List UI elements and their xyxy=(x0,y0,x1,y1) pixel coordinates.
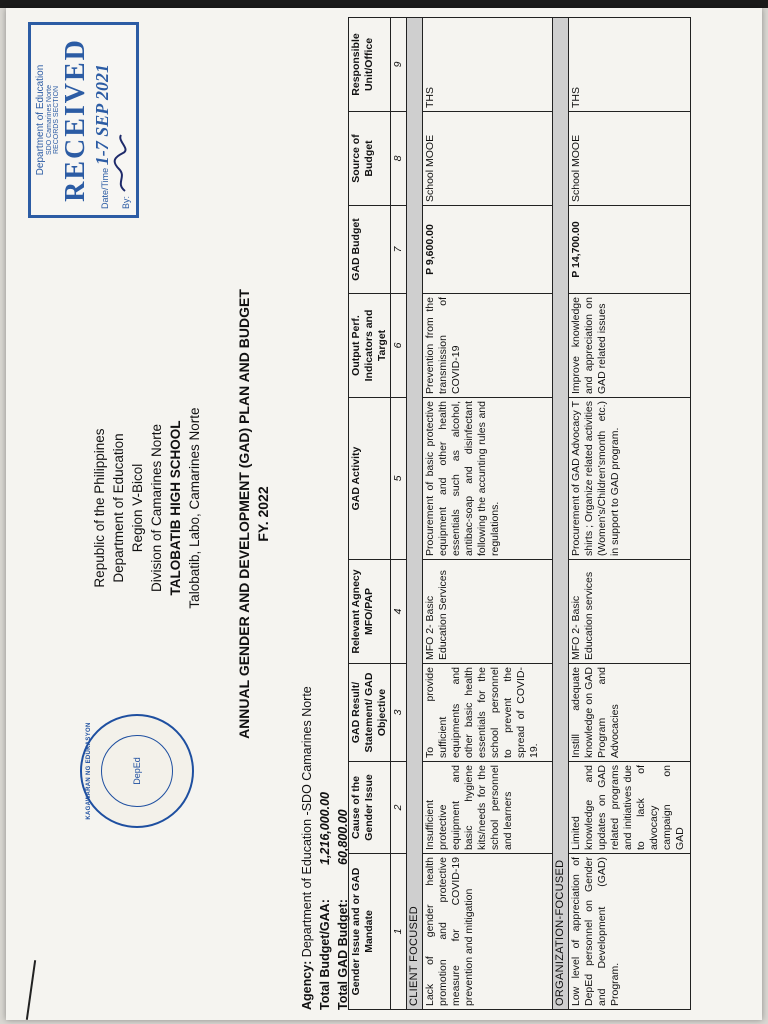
section-title: CLIENT FOCUSED xyxy=(407,18,423,1010)
cell-gender-issue: Lack of gender health promotion and protective measure for COVID-19 prevention and mitigation xyxy=(423,854,553,1010)
cell-responsible: THS xyxy=(423,18,553,112)
cell-responsible: THS xyxy=(569,18,691,112)
col-header: Output Perf. Indicators and Target xyxy=(349,294,391,398)
cell-budget: P 9,600.00 xyxy=(423,206,553,294)
agency-row xyxy=(298,686,316,1010)
stamp-line-1: Department of Education xyxy=(35,64,46,176)
col-number: 4 xyxy=(391,560,407,664)
col-number: 5 xyxy=(391,398,407,560)
col-number: 9 xyxy=(391,18,407,112)
signature-icon xyxy=(113,133,129,193)
section-row xyxy=(407,18,423,1010)
seal-center-text: DepEd xyxy=(132,757,142,785)
gad-budget-value: 60,800.00 xyxy=(336,809,350,865)
cell-budget: P 14,700.00 xyxy=(569,206,691,294)
col-number: 2 xyxy=(391,762,407,854)
col-header: GAD Activity xyxy=(349,398,391,560)
deped-seal-logo xyxy=(80,714,194,828)
total-budget-label: Total Budget/GAA: xyxy=(318,899,332,1010)
column-number-row xyxy=(391,18,407,1010)
seal-ring-text: KAGAWARAN NG EDUKASYON xyxy=(86,722,92,820)
title-line-2: FY. 2022 xyxy=(255,486,271,542)
col-header: Relevant Agnecy MFO/PAP xyxy=(349,560,391,664)
rotated-document xyxy=(10,10,758,1018)
seal-center xyxy=(101,735,173,807)
scan-top-edge xyxy=(0,0,768,8)
gad-plan-table xyxy=(348,17,691,1010)
table-header-row xyxy=(349,18,391,1010)
section-row xyxy=(553,18,569,1010)
school-address: Talobatib, Labo, Camarines Norte xyxy=(187,407,202,609)
col-header: Cause of the Gender Issue xyxy=(349,762,391,854)
cell-mfo: MFO 2- Basic Education Services xyxy=(423,560,553,664)
agency-value: Department of Education -SDO Camarines Norte xyxy=(300,686,314,958)
cell-cause: Limited knowledge and updates on GAD related programs and initiatives due to lack of advocacy campaign on GAD xyxy=(569,762,691,854)
letterhead xyxy=(90,298,204,718)
table-row xyxy=(423,18,553,1010)
col-header: GAD Result/ Statement/ GAD Objective xyxy=(349,664,391,762)
title-line-1: ANNUAL GENDER AND DEVELOPMENT (GAD) PLAN AND BUDGET xyxy=(236,289,252,739)
col-number: 8 xyxy=(391,112,407,206)
school-name: TALOBATIB HIGH SCHOOL xyxy=(168,420,183,596)
cell-activity: Procurement of GAD Advocacy T shirts ; Organize related activities (Women's/Children'smonth etc.) in support to GAD program. xyxy=(569,398,691,560)
cell-mfo: MFO 2- Basic Education services xyxy=(569,560,691,664)
agency-label: Agency: xyxy=(300,960,314,1010)
stamp-line-3: RECORDS SECTION xyxy=(53,85,60,155)
total-budget-value: 1,216,000.00 xyxy=(318,792,332,865)
stamp-date-label: Date/Time xyxy=(100,167,110,209)
cell-cause: Insufficient protective equipment and basic hygiene kits/needs for the school personnel and learners xyxy=(423,762,553,854)
table-row xyxy=(569,18,691,1010)
header-line-4: Division of Camarines Norte xyxy=(149,423,164,593)
stamp-by-row xyxy=(113,25,131,209)
col-number: 3 xyxy=(391,664,407,762)
gad-budget-label: Total GAD Budget: xyxy=(336,899,350,1010)
total-budget-row xyxy=(316,686,334,1010)
header-line-1: Republic of the Philippines xyxy=(92,428,107,588)
stamp-date-value: 1-7 SEP 2021 xyxy=(92,63,112,166)
cell-activity: Procurement of basic protective equipment and other health essentials such as alcohol, antibac-soap and disinfectant following the accunting rules and regulations. xyxy=(423,398,553,560)
col-header: Responsible Unit/Office xyxy=(349,18,391,112)
section-title: ORGANIZATION-FOCUSED xyxy=(553,18,569,1010)
cell-objective: Instill adequate knowledge on GAD Program and Advocacies xyxy=(569,664,691,762)
cell-indicator: Improve knowledge and appreciation on GAD related issues xyxy=(569,294,691,398)
cell-gender-issue: Low level of appreciation of DepEd personnel on Gender and Development (GAD) Program. xyxy=(569,854,691,1010)
stamp-date-row xyxy=(92,25,113,209)
stamp-line-2: SDO Camarines Norte xyxy=(46,84,53,156)
agency-info xyxy=(298,686,352,1010)
col-number: 7 xyxy=(391,206,407,294)
col-number: 6 xyxy=(391,294,407,398)
cell-source: School MOOE xyxy=(423,112,553,206)
header-line-2: Department of Education xyxy=(111,433,126,583)
col-number: 1 xyxy=(391,854,407,1010)
document-title xyxy=(235,10,273,1018)
cell-objective: To provide sufficient equipments and other basic health essentials for the school personnel to prevent the spread of COVID-19. xyxy=(423,664,553,762)
cell-indicator: Prevention from the transmission of COVID-19 xyxy=(423,294,553,398)
header-line-3: Region V-Bicol xyxy=(130,463,145,553)
stamp-received: RECEIVED xyxy=(60,38,91,202)
col-header: Gender Issue and or GAD Mandate xyxy=(349,854,391,1010)
cell-source: School MOOE xyxy=(569,112,691,206)
col-header: GAD Budget xyxy=(349,206,391,294)
stamp-by-label: By: xyxy=(121,195,131,209)
received-stamp xyxy=(28,22,139,218)
col-header: Source of Budget xyxy=(349,112,391,206)
